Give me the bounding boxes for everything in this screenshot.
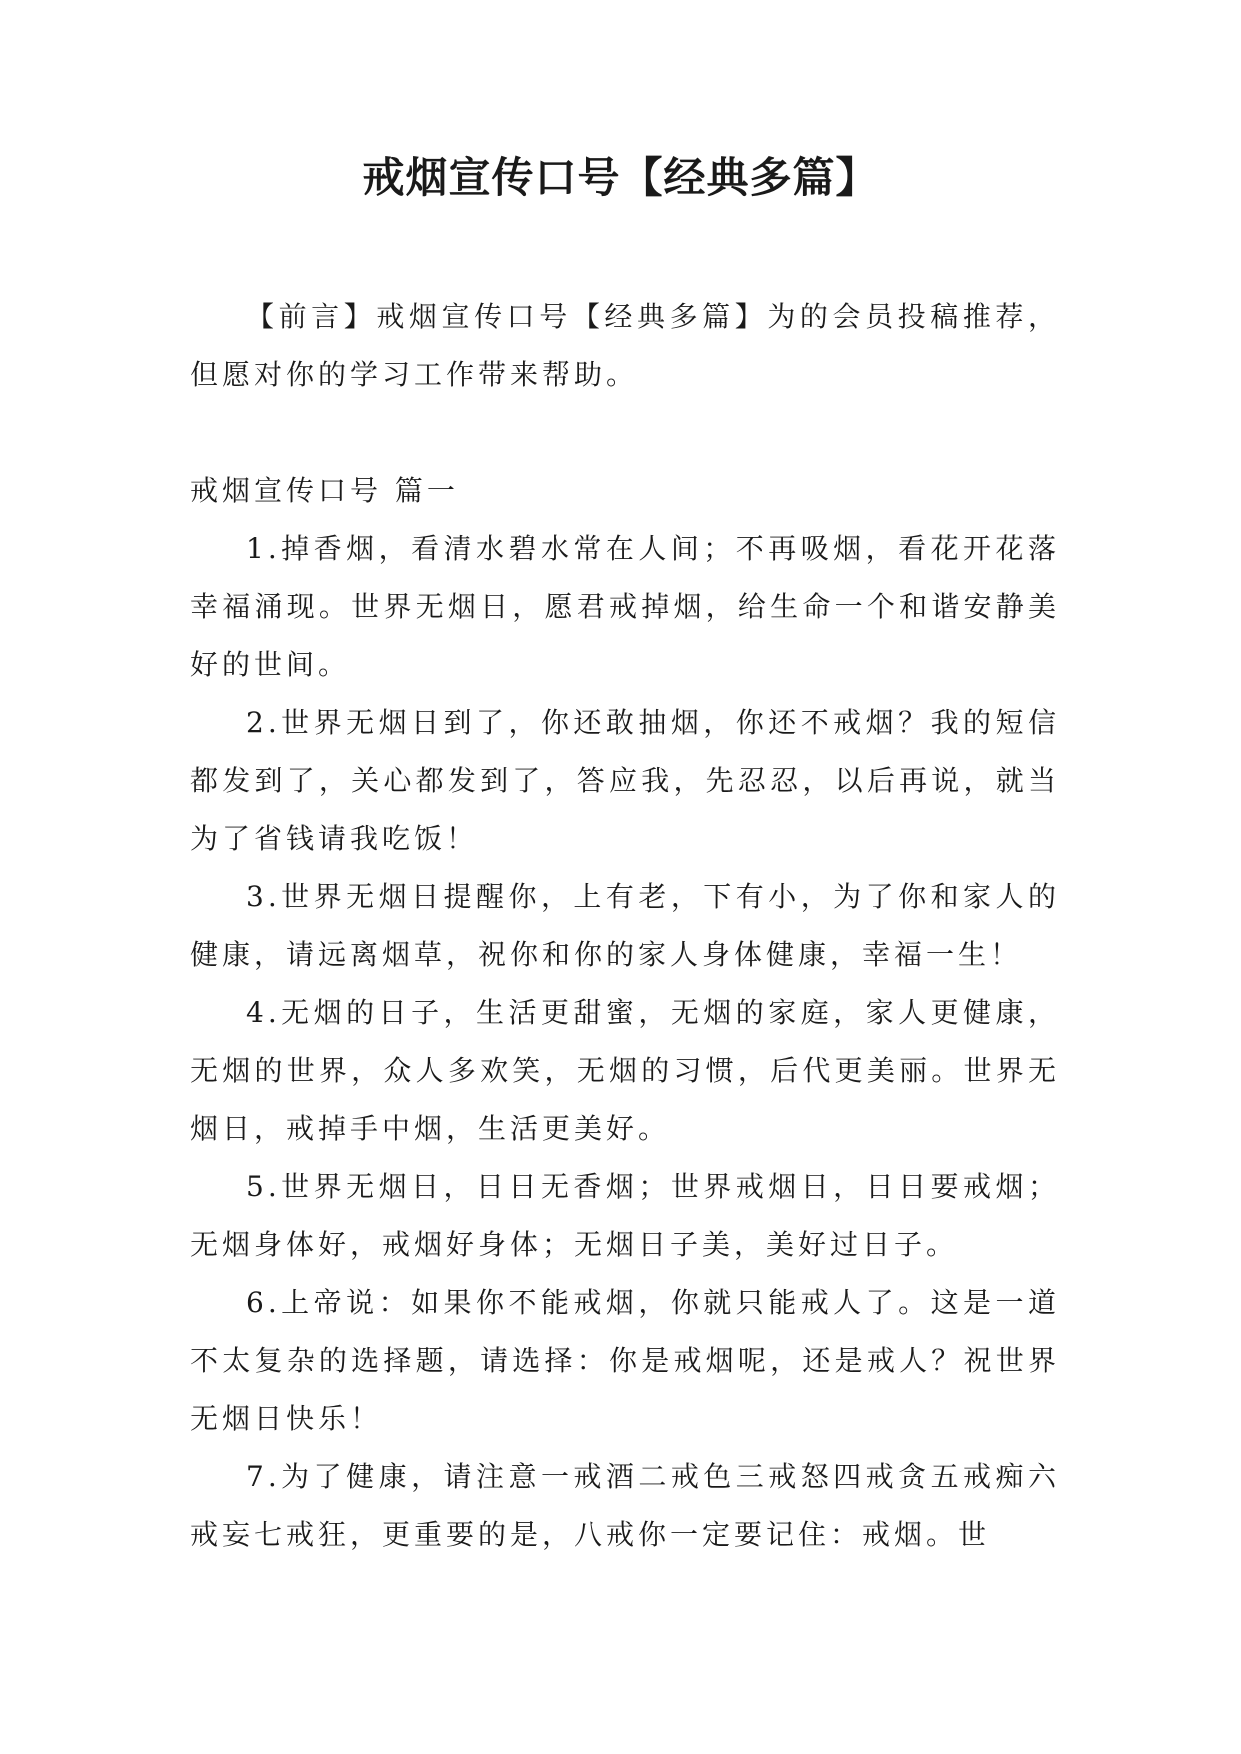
list-item: 7.为了健康，请注意一戒酒二戒色三戒怒四戒贪五戒痴六戒妄七戒狂，更重要的是，八戒你一定要记住：戒烟。世 [190,1460,1060,1551]
list-item: 3.世界无烟日提醒你，上有老，下有小，为了你和家人的健康，请远离烟草，祝你和你的家人身体健康，幸福一生！ [190,880,1060,971]
list-item: 4.无烟的日子，生活更甜蜜，无烟的家庭，家人更健康，无烟的世界，众人多欢笑，无烟的习惯，后代更美丽。世界无烟日，戒掉手中烟，生活更美好。 [190,996,1060,1145]
list-item: 2.世界无烟日到了，你还敢抽烟，你还不戒烟？我的短信都发到了，关心都发到了，答应我，先忍忍，以后再说，就当为了省钱请我吃饭！ [190,706,1060,855]
list-item: 1.掉香烟，看清水碧水常在人间；不再吸烟，看花开花落幸福涌现。世界无烟日，愿君戒掉烟，给生命一个和谐安静美好的世间。 [190,532,1060,681]
document-body [190,462,1060,1564]
document-title: 戒烟宣传口号【经典多篇】 [362,153,879,202]
list-item: 6.上帝说：如果你不能戒烟，你就只能戒人了。这是一道不太复杂的选择题，请选择：你是戒烟呢，还是戒人？祝世界无烟日快乐！ [190,1286,1060,1435]
intro-paragraph: 【前言】戒烟宣传口号【经典多篇】为的会员投稿推荐，但愿对你的学习工作带来帮助。 [190,300,1060,391]
section-heading: 戒烟宣传口号 篇一 [190,474,459,507]
list-item: 5.世界无烟日，日日无香烟；世界戒烟日，日日要戒烟；无烟身体好，戒烟好身体；无烟日子美，美好过日子。 [190,1170,1060,1261]
intro-block [190,288,1060,404]
